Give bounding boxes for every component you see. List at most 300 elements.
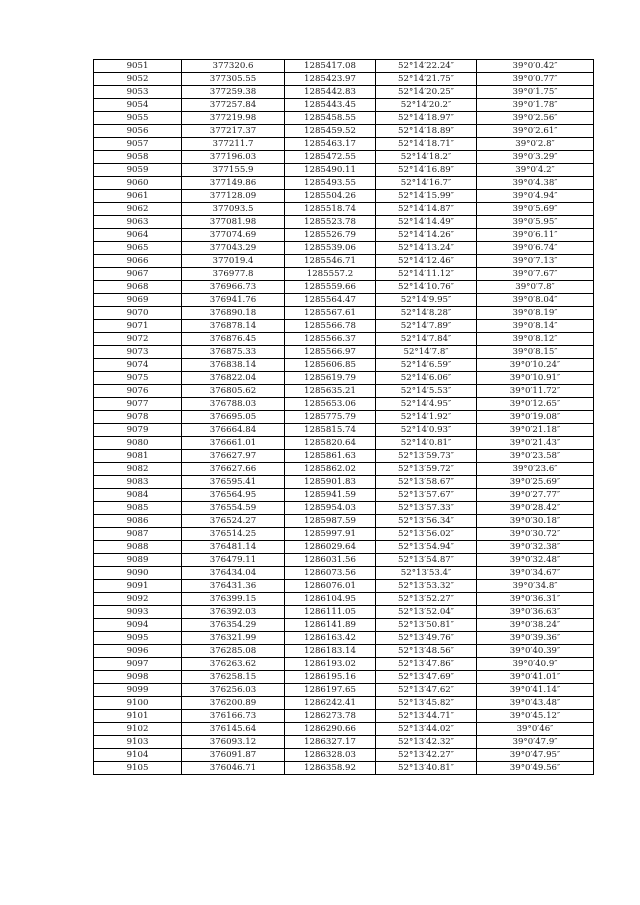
latitude-cell: 52°14′21.75″ <box>376 73 477 86</box>
point-number-cell: 9088 <box>94 541 182 554</box>
longitude-cell: 39°0′28.42″ <box>477 502 594 515</box>
x-coordinate-cell: 376977.8 <box>182 268 285 281</box>
point-number-cell: 9094 <box>94 619 182 632</box>
y-coordinate-cell: 1286193.02 <box>285 658 376 671</box>
table-row <box>94 203 594 216</box>
y-coordinate-cell: 1286242.41 <box>285 697 376 710</box>
table-row <box>94 593 594 606</box>
table-row <box>94 99 594 112</box>
latitude-cell: 52°13′54.87″ <box>376 554 477 567</box>
point-number-cell: 9084 <box>94 489 182 502</box>
y-coordinate-cell: 1285566.97 <box>285 346 376 359</box>
longitude-cell: 39°0′8.15″ <box>477 346 594 359</box>
longitude-cell: 39°0′21.43″ <box>477 437 594 450</box>
longitude-cell: 39°0′2.56″ <box>477 112 594 125</box>
x-coordinate-cell: 377219.98 <box>182 112 285 125</box>
table-row <box>94 528 594 541</box>
point-number-cell: 9086 <box>94 515 182 528</box>
point-number-cell: 9054 <box>94 99 182 112</box>
latitude-cell: 52°14′4.95″ <box>376 398 477 411</box>
y-coordinate-cell: 1285987.59 <box>285 515 376 528</box>
y-coordinate-cell: 1285901.83 <box>285 476 376 489</box>
longitude-cell: 39°0′49.56″ <box>477 762 594 775</box>
y-coordinate-cell: 1285518.74 <box>285 203 376 216</box>
x-coordinate-cell: 376941.76 <box>182 294 285 307</box>
table-row <box>94 762 594 775</box>
y-coordinate-cell: 1286104.95 <box>285 593 376 606</box>
x-coordinate-cell: 376627.66 <box>182 463 285 476</box>
y-coordinate-cell: 1286328.03 <box>285 749 376 762</box>
longitude-cell: 39°0′41.01″ <box>477 671 594 684</box>
point-number-cell: 9052 <box>94 73 182 86</box>
longitude-cell: 39°0′3.29″ <box>477 151 594 164</box>
point-number-cell: 9105 <box>94 762 182 775</box>
x-coordinate-cell: 376805.62 <box>182 385 285 398</box>
point-number-cell: 9100 <box>94 697 182 710</box>
x-coordinate-cell: 376258.15 <box>182 671 285 684</box>
table-row <box>94 619 594 632</box>
x-coordinate-cell: 376878.14 <box>182 320 285 333</box>
y-coordinate-cell: 1285566.37 <box>285 333 376 346</box>
y-coordinate-cell: 1286358.92 <box>285 762 376 775</box>
y-coordinate-cell: 1286111.05 <box>285 606 376 619</box>
latitude-cell: 52°13′52.04″ <box>376 606 477 619</box>
y-coordinate-cell: 1285459.52 <box>285 125 376 138</box>
point-number-cell: 9091 <box>94 580 182 593</box>
x-coordinate-cell: 376822.04 <box>182 372 285 385</box>
x-coordinate-cell: 376664.84 <box>182 424 285 437</box>
latitude-cell: 52°14′6.59″ <box>376 359 477 372</box>
point-number-cell: 9055 <box>94 112 182 125</box>
point-number-cell: 9092 <box>94 593 182 606</box>
table-row <box>94 710 594 723</box>
longitude-cell: 39°0′12.65″ <box>477 398 594 411</box>
longitude-cell: 39°0′5.69″ <box>477 203 594 216</box>
point-number-cell: 9071 <box>94 320 182 333</box>
latitude-cell: 52°13′42.27″ <box>376 749 477 762</box>
y-coordinate-cell: 1285653.06 <box>285 398 376 411</box>
latitude-cell: 52°13′44.71″ <box>376 710 477 723</box>
point-number-cell: 9065 <box>94 242 182 255</box>
point-number-cell: 9051 <box>94 60 182 73</box>
latitude-cell: 52°13′47.62″ <box>376 684 477 697</box>
point-number-cell: 9066 <box>94 255 182 268</box>
latitude-cell: 52°13′53.32″ <box>376 580 477 593</box>
longitude-cell: 39°0′11.72″ <box>477 385 594 398</box>
y-coordinate-cell: 1285862.02 <box>285 463 376 476</box>
table-row <box>94 580 594 593</box>
point-number-cell: 9076 <box>94 385 182 398</box>
x-coordinate-cell: 376256.03 <box>182 684 285 697</box>
longitude-cell: 39°0′8.04″ <box>477 294 594 307</box>
table-row <box>94 749 594 762</box>
point-number-cell: 9056 <box>94 125 182 138</box>
y-coordinate-cell: 1285463.17 <box>285 138 376 151</box>
x-coordinate-cell: 376145.64 <box>182 723 285 736</box>
point-number-cell: 9093 <box>94 606 182 619</box>
longitude-cell: 39°0′27.77″ <box>477 489 594 502</box>
x-coordinate-cell: 377019.4 <box>182 255 285 268</box>
longitude-cell: 39°0′8.12″ <box>477 333 594 346</box>
point-number-cell: 9101 <box>94 710 182 723</box>
latitude-cell: 52°14′6.06″ <box>376 372 477 385</box>
y-coordinate-cell: 1285423.97 <box>285 73 376 86</box>
table-row <box>94 411 594 424</box>
y-coordinate-cell: 1285504.26 <box>285 190 376 203</box>
x-coordinate-cell: 377320.6 <box>182 60 285 73</box>
latitude-cell: 52°13′50.81″ <box>376 619 477 632</box>
x-coordinate-cell: 377257.84 <box>182 99 285 112</box>
x-coordinate-cell: 376263.62 <box>182 658 285 671</box>
y-coordinate-cell: 1285490.11 <box>285 164 376 177</box>
x-coordinate-cell: 376166.73 <box>182 710 285 723</box>
longitude-cell: 39°0′38.24″ <box>477 619 594 632</box>
latitude-cell: 52°13′53.4″ <box>376 567 477 580</box>
point-number-cell: 9099 <box>94 684 182 697</box>
y-coordinate-cell: 1286273.78 <box>285 710 376 723</box>
longitude-cell: 39°0′10.24″ <box>477 359 594 372</box>
point-number-cell: 9059 <box>94 164 182 177</box>
x-coordinate-cell: 377081.98 <box>182 216 285 229</box>
y-coordinate-cell: 1285815.74 <box>285 424 376 437</box>
point-number-cell: 9072 <box>94 333 182 346</box>
longitude-cell: 39°0′21.18″ <box>477 424 594 437</box>
point-number-cell: 9069 <box>94 294 182 307</box>
x-coordinate-cell: 376392.03 <box>182 606 285 619</box>
table-row <box>94 723 594 736</box>
y-coordinate-cell: 1285493.55 <box>285 177 376 190</box>
y-coordinate-cell: 1286195.16 <box>285 671 376 684</box>
latitude-cell: 52°13′45.82″ <box>376 697 477 710</box>
point-number-cell: 9058 <box>94 151 182 164</box>
latitude-cell: 52°14′18.71″ <box>376 138 477 151</box>
longitude-cell: 39°0′32.38″ <box>477 541 594 554</box>
y-coordinate-cell: 1285941.59 <box>285 489 376 502</box>
point-number-cell: 9077 <box>94 398 182 411</box>
table-row <box>94 736 594 749</box>
coordinates-table-body <box>94 60 594 775</box>
longitude-cell: 39°0′1.75″ <box>477 86 594 99</box>
y-coordinate-cell: 1285566.78 <box>285 320 376 333</box>
longitude-cell: 39°0′40.39″ <box>477 645 594 658</box>
table-row <box>94 216 594 229</box>
y-coordinate-cell: 1285861.63 <box>285 450 376 463</box>
point-number-cell: 9097 <box>94 658 182 671</box>
point-number-cell: 9104 <box>94 749 182 762</box>
point-number-cell: 9102 <box>94 723 182 736</box>
table-row <box>94 372 594 385</box>
latitude-cell: 52°14′20.25″ <box>376 86 477 99</box>
latitude-cell: 52°13′42.32″ <box>376 736 477 749</box>
longitude-cell: 39°0′23.58″ <box>477 450 594 463</box>
latitude-cell: 52°14′14.49″ <box>376 216 477 229</box>
point-number-cell: 9081 <box>94 450 182 463</box>
y-coordinate-cell: 1286327.17 <box>285 736 376 749</box>
latitude-cell: 52°13′47.86″ <box>376 658 477 671</box>
latitude-cell: 52°13′56.34″ <box>376 515 477 528</box>
x-coordinate-cell: 376876.45 <box>182 333 285 346</box>
table-row <box>94 255 594 268</box>
table-row <box>94 515 594 528</box>
longitude-cell: 39°0′7.8″ <box>477 281 594 294</box>
x-coordinate-cell: 377305.55 <box>182 73 285 86</box>
longitude-cell: 39°0′7.13″ <box>477 255 594 268</box>
x-coordinate-cell: 376091.87 <box>182 749 285 762</box>
table-row <box>94 359 594 372</box>
table-row <box>94 138 594 151</box>
longitude-cell: 39°0′39.36″ <box>477 632 594 645</box>
longitude-cell: 39°0′6.11″ <box>477 229 594 242</box>
table-row <box>94 177 594 190</box>
y-coordinate-cell: 1285775.79 <box>285 411 376 424</box>
y-coordinate-cell: 1285564.47 <box>285 294 376 307</box>
longitude-cell: 39°0′30.18″ <box>477 515 594 528</box>
x-coordinate-cell: 376481.14 <box>182 541 285 554</box>
x-coordinate-cell: 376093.12 <box>182 736 285 749</box>
point-number-cell: 9063 <box>94 216 182 229</box>
longitude-cell: 39°0′6.74″ <box>477 242 594 255</box>
table-row <box>94 190 594 203</box>
table-row <box>94 229 594 242</box>
table-row <box>94 346 594 359</box>
x-coordinate-cell: 377074.69 <box>182 229 285 242</box>
table-row <box>94 502 594 515</box>
longitude-cell: 39°0′30.72″ <box>477 528 594 541</box>
point-number-cell: 9095 <box>94 632 182 645</box>
latitude-cell: 52°13′56.02″ <box>376 528 477 541</box>
longitude-cell: 39°0′34.67″ <box>477 567 594 580</box>
point-number-cell: 9096 <box>94 645 182 658</box>
point-number-cell: 9064 <box>94 229 182 242</box>
latitude-cell: 52°14′18.2″ <box>376 151 477 164</box>
latitude-cell: 52°13′59.72″ <box>376 463 477 476</box>
longitude-cell: 39°0′2.61″ <box>477 125 594 138</box>
x-coordinate-cell: 376285.08 <box>182 645 285 658</box>
point-number-cell: 9067 <box>94 268 182 281</box>
x-coordinate-cell: 376200.89 <box>182 697 285 710</box>
point-number-cell: 9062 <box>94 203 182 216</box>
latitude-cell: 52°14′22.24″ <box>376 60 477 73</box>
point-number-cell: 9057 <box>94 138 182 151</box>
x-coordinate-cell: 377217.37 <box>182 125 285 138</box>
latitude-cell: 52°14′20.2″ <box>376 99 477 112</box>
y-coordinate-cell: 1285417.08 <box>285 60 376 73</box>
latitude-cell: 52°13′48.56″ <box>376 645 477 658</box>
table-row <box>94 333 594 346</box>
longitude-cell: 39°0′2.8″ <box>477 138 594 151</box>
x-coordinate-cell: 377043.29 <box>182 242 285 255</box>
x-coordinate-cell: 377259.38 <box>182 86 285 99</box>
table-row <box>94 463 594 476</box>
x-coordinate-cell: 377211.7 <box>182 138 285 151</box>
latitude-cell: 52°13′58.67″ <box>376 476 477 489</box>
table-row <box>94 437 594 450</box>
table-row <box>94 60 594 73</box>
table-row <box>94 606 594 619</box>
y-coordinate-cell: 1285820.64 <box>285 437 376 450</box>
latitude-cell: 52°14′7.89″ <box>376 320 477 333</box>
longitude-cell: 39°0′4.2″ <box>477 164 594 177</box>
y-coordinate-cell: 1286290.66 <box>285 723 376 736</box>
y-coordinate-cell: 1285442.83 <box>285 86 376 99</box>
table-row <box>94 151 594 164</box>
longitude-cell: 39°0′8.19″ <box>477 307 594 320</box>
x-coordinate-cell: 376661.01 <box>182 437 285 450</box>
latitude-cell: 52°14′16.89″ <box>376 164 477 177</box>
x-coordinate-cell: 376627.97 <box>182 450 285 463</box>
latitude-cell: 52°14′11.12″ <box>376 268 477 281</box>
longitude-cell: 39°0′47.95″ <box>477 749 594 762</box>
y-coordinate-cell: 1286076.01 <box>285 580 376 593</box>
y-coordinate-cell: 1285619.79 <box>285 372 376 385</box>
table-row <box>94 424 594 437</box>
latitude-cell: 52°14′5.53″ <box>376 385 477 398</box>
y-coordinate-cell: 1286163.42 <box>285 632 376 645</box>
point-number-cell: 9053 <box>94 86 182 99</box>
x-coordinate-cell: 376564.95 <box>182 489 285 502</box>
longitude-cell: 39°0′23.6″ <box>477 463 594 476</box>
longitude-cell: 39°0′8.14″ <box>477 320 594 333</box>
table-row <box>94 541 594 554</box>
x-coordinate-cell: 376890.18 <box>182 307 285 320</box>
y-coordinate-cell: 1285997.91 <box>285 528 376 541</box>
x-coordinate-cell: 377093.5 <box>182 203 285 216</box>
latitude-cell: 52°14′0.81″ <box>376 437 477 450</box>
latitude-cell: 52°13′40.81″ <box>376 762 477 775</box>
latitude-cell: 52°14′14.26″ <box>376 229 477 242</box>
y-coordinate-cell: 1285523.78 <box>285 216 376 229</box>
x-coordinate-cell: 376321.99 <box>182 632 285 645</box>
table-row <box>94 554 594 567</box>
longitude-cell: 39°0′45.12″ <box>477 710 594 723</box>
longitude-cell: 39°0′41.14″ <box>477 684 594 697</box>
latitude-cell: 52°14′15.99″ <box>376 190 477 203</box>
table-row <box>94 125 594 138</box>
table-row <box>94 658 594 671</box>
point-number-cell: 9060 <box>94 177 182 190</box>
x-coordinate-cell: 376524.27 <box>182 515 285 528</box>
x-coordinate-cell: 376838.14 <box>182 359 285 372</box>
latitude-cell: 52°13′57.33″ <box>376 502 477 515</box>
latitude-cell: 52°14′14.87″ <box>376 203 477 216</box>
point-number-cell: 9082 <box>94 463 182 476</box>
y-coordinate-cell: 1285606.85 <box>285 359 376 372</box>
table-row <box>94 320 594 333</box>
point-number-cell: 9070 <box>94 307 182 320</box>
longitude-cell: 39°0′36.31″ <box>477 593 594 606</box>
y-coordinate-cell: 1286029.64 <box>285 541 376 554</box>
y-coordinate-cell: 1285546.71 <box>285 255 376 268</box>
latitude-cell: 52°13′57.67″ <box>376 489 477 502</box>
longitude-cell: 39°0′43.48″ <box>477 697 594 710</box>
latitude-cell: 52°14′7.84″ <box>376 333 477 346</box>
latitude-cell: 52°14′7.8″ <box>376 346 477 359</box>
longitude-cell: 39°0′32.48″ <box>477 554 594 567</box>
y-coordinate-cell: 1285458.55 <box>285 112 376 125</box>
table-row <box>94 86 594 99</box>
longitude-cell: 39°0′4.38″ <box>477 177 594 190</box>
longitude-cell: 39°0′36.63″ <box>477 606 594 619</box>
latitude-cell: 52°13′54.94″ <box>376 541 477 554</box>
latitude-cell: 52°13′47.69″ <box>376 671 477 684</box>
x-coordinate-cell: 376479.11 <box>182 554 285 567</box>
point-number-cell: 9079 <box>94 424 182 437</box>
longitude-cell: 39°0′5.95″ <box>477 216 594 229</box>
latitude-cell: 52°14′16.7″ <box>376 177 477 190</box>
point-number-cell: 9074 <box>94 359 182 372</box>
longitude-cell: 39°0′4.94″ <box>477 190 594 203</box>
table-row <box>94 294 594 307</box>
longitude-cell: 39°0′10.91″ <box>477 372 594 385</box>
longitude-cell: 39°0′7.67″ <box>477 268 594 281</box>
table-row <box>94 567 594 580</box>
latitude-cell: 52°13′52.27″ <box>376 593 477 606</box>
x-coordinate-cell: 376788.03 <box>182 398 285 411</box>
table-row <box>94 281 594 294</box>
table-row <box>94 476 594 489</box>
point-number-cell: 9098 <box>94 671 182 684</box>
table-row <box>94 398 594 411</box>
y-coordinate-cell: 1286183.14 <box>285 645 376 658</box>
y-coordinate-cell: 1285472.55 <box>285 151 376 164</box>
point-number-cell: 9103 <box>94 736 182 749</box>
point-number-cell: 9087 <box>94 528 182 541</box>
table-row <box>94 242 594 255</box>
table-row <box>94 645 594 658</box>
x-coordinate-cell: 376554.59 <box>182 502 285 515</box>
y-coordinate-cell: 1285443.45 <box>285 99 376 112</box>
y-coordinate-cell: 1286197.65 <box>285 684 376 697</box>
x-coordinate-cell: 376514.25 <box>182 528 285 541</box>
longitude-cell: 39°0′46″ <box>477 723 594 736</box>
table-row <box>94 489 594 502</box>
y-coordinate-cell: 1285567.61 <box>285 307 376 320</box>
latitude-cell: 52°14′12.46″ <box>376 255 477 268</box>
table-row <box>94 112 594 125</box>
point-number-cell: 9068 <box>94 281 182 294</box>
point-number-cell: 9089 <box>94 554 182 567</box>
point-number-cell: 9083 <box>94 476 182 489</box>
y-coordinate-cell: 1286141.89 <box>285 619 376 632</box>
x-coordinate-cell: 376399.15 <box>182 593 285 606</box>
y-coordinate-cell: 1285559.66 <box>285 281 376 294</box>
point-number-cell: 9090 <box>94 567 182 580</box>
x-coordinate-cell: 377155.9 <box>182 164 285 177</box>
point-number-cell: 9078 <box>94 411 182 424</box>
x-coordinate-cell: 376046.71 <box>182 762 285 775</box>
point-number-cell: 9075 <box>94 372 182 385</box>
point-number-cell: 9073 <box>94 346 182 359</box>
x-coordinate-cell: 376875.33 <box>182 346 285 359</box>
longitude-cell: 39°0′40.9″ <box>477 658 594 671</box>
longitude-cell: 39°0′0.77″ <box>477 73 594 86</box>
x-coordinate-cell: 377149.86 <box>182 177 285 190</box>
longitude-cell: 39°0′1.78″ <box>477 99 594 112</box>
longitude-cell: 39°0′47.9″ <box>477 736 594 749</box>
x-coordinate-cell: 376431.36 <box>182 580 285 593</box>
y-coordinate-cell: 1285539.06 <box>285 242 376 255</box>
table-row <box>94 268 594 281</box>
y-coordinate-cell: 1285954.03 <box>285 502 376 515</box>
latitude-cell: 52°14′13.24″ <box>376 242 477 255</box>
y-coordinate-cell: 1286031.56 <box>285 554 376 567</box>
table-row <box>94 73 594 86</box>
latitude-cell: 52°13′59.73″ <box>376 450 477 463</box>
point-number-cell: 9061 <box>94 190 182 203</box>
x-coordinate-cell: 376434.04 <box>182 567 285 580</box>
table-row <box>94 671 594 684</box>
x-coordinate-cell: 376354.29 <box>182 619 285 632</box>
